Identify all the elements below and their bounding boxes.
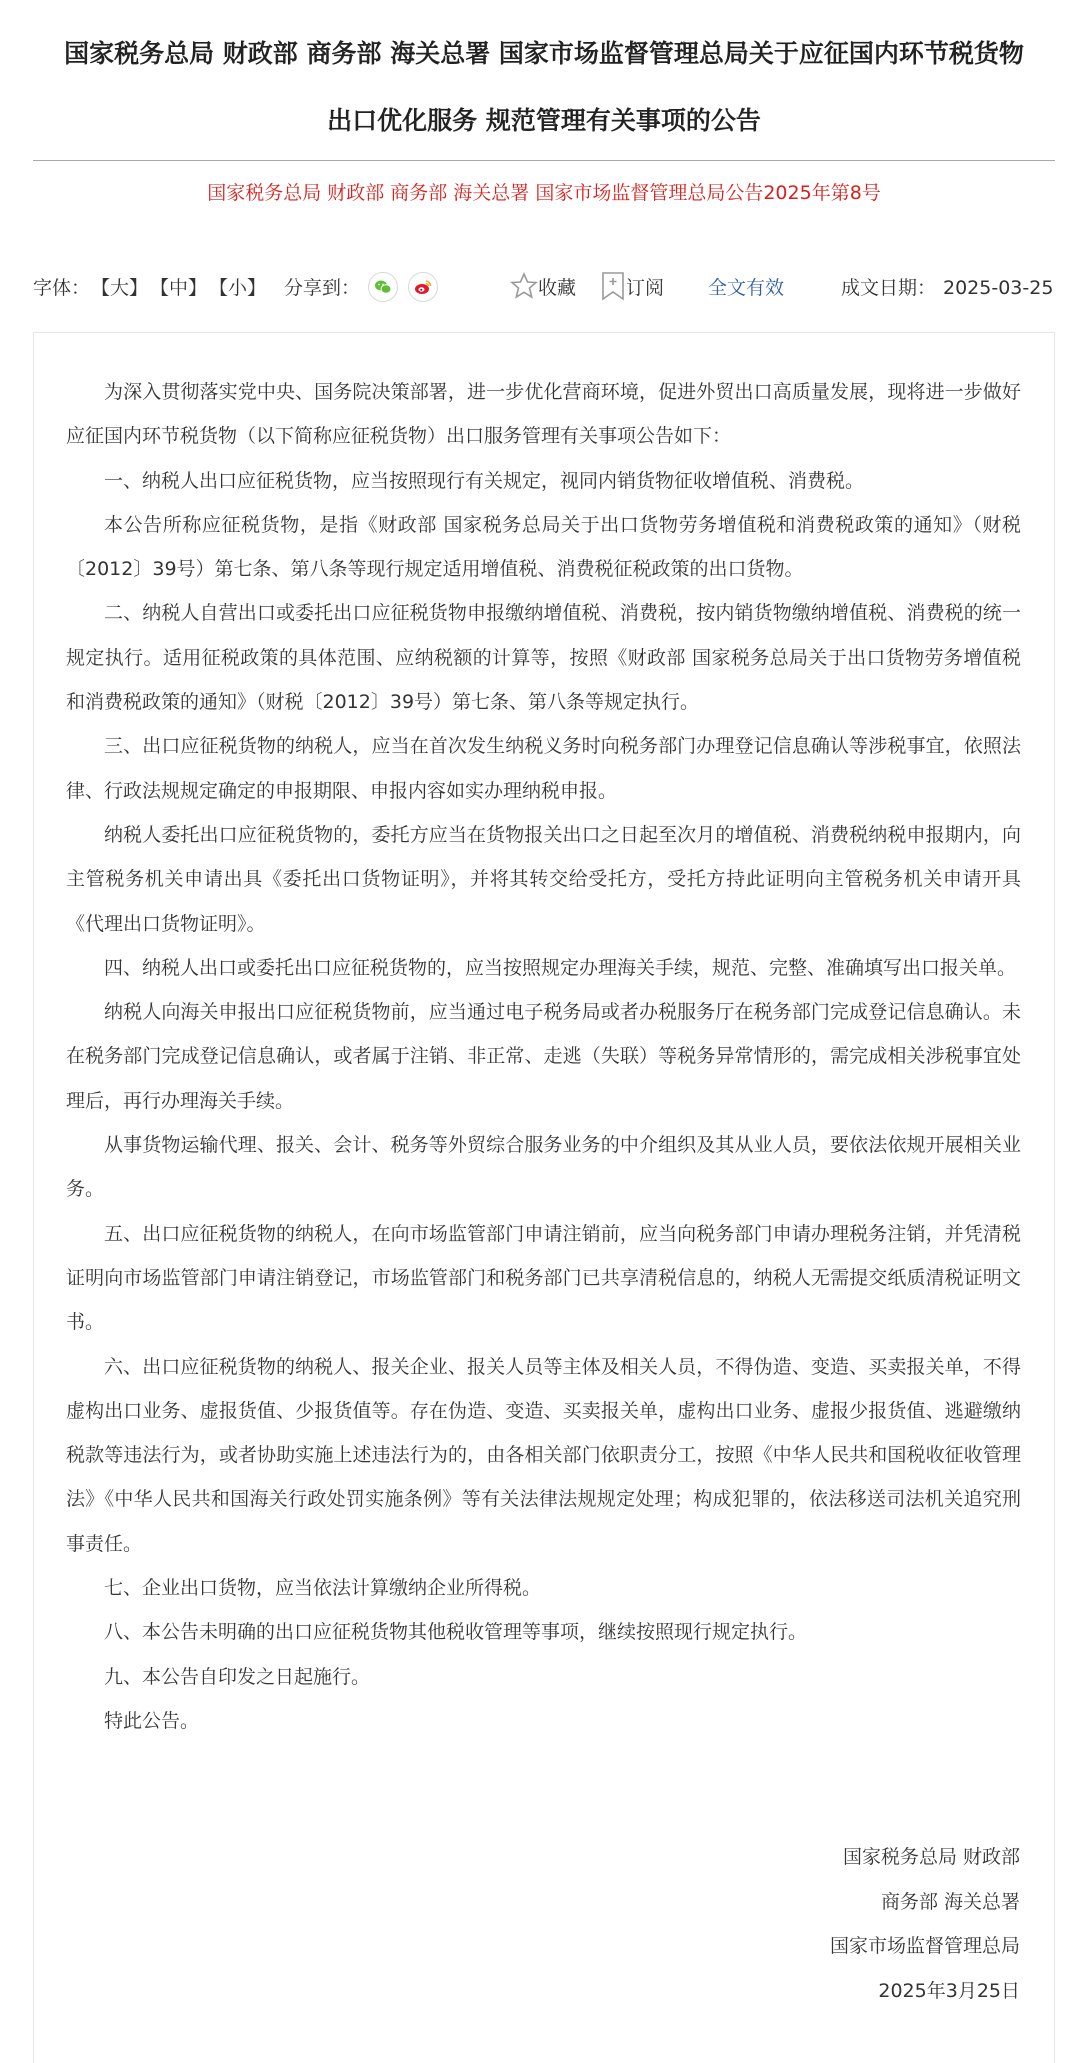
validity-status: 全文有效	[708, 277, 785, 299]
font-size-label: 字体：	[33, 277, 91, 299]
body-paragraph: 六、出口应征税货物的纳税人、报关企业、报关人员等主体及相关人员，不得伪造、变造、买卖报关单，不得虚构出口业务、虚报货值、少报货值等。存在伪造、变造、买卖报关单，虚构出口业务、虚报少报货值、逃避缴纳税款等违法行为，或者协助实施上述违法行为的，由各相关部门依职责分工，按照《中华人民共和国税收征收管理法》《中华人民共和国海关行政处罚实施条例》等有关法律法规规定处理；构成犯罪的，依法移送司法机关追究刑事责任。	[66, 1355, 1021, 1555]
title-line-1: 国家税务总局 财政部 商务部 海关总署 国家市场监督管理总局关于应征国内环节税货物	[64, 39, 1024, 68]
subscribe-button[interactable]	[600, 270, 664, 306]
signature-line-2: 商务部 海关总署	[880, 1890, 1020, 1913]
star-icon	[510, 272, 538, 300]
title-divider	[33, 160, 1055, 161]
body-paragraph: 纳税人委托出口应征税货物的，委托方应当在货物报关出口之日起至次月的增值税、消费税纳税申报期内，向主管税务机关申请出具《委托出口货物证明》，并将其转交给受托方，受托方持此证明向主管税务机关申请开具《代理出口货物证明》。	[66, 823, 1021, 935]
date-value: 2025-03-25	[943, 277, 1054, 299]
body-paragraph: 本公告所称应征税货物，是指《财政部 国家税务总局关于出口货物劳务增值税和消费税政策的通知》（财税〔2012〕39号）第七条、第八条等现行规定适用增值税、消费税征税政策的出口货物。	[66, 513, 1021, 581]
page-title	[33, 20, 1055, 154]
signature-date: 2025年3月25日	[878, 1979, 1020, 2002]
body-paragraph: 八、本公告未明确的出口应征税货物其他税收管理等事项，继续按照现行规定执行。	[104, 1621, 808, 1644]
body-paragraph: 七、企业出口货物，应当依法计算缴纳企业所得税。	[104, 1577, 542, 1600]
font-size-small-button[interactable]: 【小】	[209, 277, 267, 299]
share-weibo-button[interactable]	[408, 270, 438, 306]
article-toolbar	[33, 270, 1055, 306]
title-line-2: 出口优化服务 规范管理有关事项的公告	[327, 106, 761, 135]
share-wechat-button[interactable]	[368, 270, 398, 306]
signature-line-3: 国家市场监督管理总局	[829, 1935, 1020, 1957]
body-paragraph: 二、纳税人自营出口或委托出口应征税货物申报缴纳增值税、消费税，按内销货物缴纳增值税、消费税的统一规定执行。适用征税政策的具体范围、应纳税额的计算等，按照《财政部 国家税务总局关于出口货物劳务增值税和消费税政策的通知》（财税〔2012〕39号）第七条、第八条等规定执行。	[66, 602, 1021, 714]
signature-line-1: 国家税务总局 财政部	[842, 1846, 1020, 1868]
subscribe-label: 订阅	[626, 277, 665, 299]
weibo-icon	[408, 272, 438, 302]
body-paragraph: 五、出口应征税货物的纳税人，在向市场监管部门申请注销前，应当向税务部门申请办理税务注销，并凭清税证明向市场监管部门申请注销登记，市场监管部门和税务部门已共享清税信息的，纳税人无需提交纸质清税证明文书。	[66, 1222, 1021, 1334]
date-label: 成文日期：	[841, 277, 937, 299]
body-paragraph: 从事货物运输代理、报关、会计、税务等外贸综合服务业务的中介组织及其从业人员，要依法依规开展相关业务。	[66, 1134, 1021, 1201]
font-size-medium-button[interactable]: 【中】	[150, 277, 208, 299]
font-size-large-button[interactable]: 【大】	[91, 277, 149, 299]
favorite-button[interactable]	[510, 270, 576, 306]
bookmark-plus-icon	[600, 271, 626, 301]
body-paragraph: 九、本公告自印发之日起施行。	[104, 1665, 371, 1688]
body-paragraph: 特此公告。	[104, 1709, 200, 1732]
body-paragraph: 纳税人向海关申报出口应征税货物前，应当通过电子税务局或者办税服务厅在税务部门完成登记信息确认。未在税务部门完成登记信息确认，或者属于注销、非正常、走逃（失联）等税务异常情形的，需完成相关涉税事宜处理后，再行办理海关手续。	[66, 1001, 1021, 1112]
body-paragraph: 三、出口应征税货物的纳税人，应当在首次发生纳税义务时向税务部门办理登记信息确认等涉税事宜，依照法律、行政法规规定确定的申报期限、申报内容如实办理纳税申报。	[66, 735, 1021, 802]
body-paragraph: 一、纳税人出口应征税货物，应当按照现行有关规定，视同内销货物征收增值税、消费税。	[104, 469, 865, 492]
article-body	[66, 370, 1021, 1743]
favorite-label: 收藏	[538, 277, 577, 299]
document-number: 国家税务总局 财政部 商务部 海关总署 国家市场监督管理总局公告2025年第8号	[207, 182, 881, 204]
share-label: 分享到：	[284, 277, 361, 299]
wechat-icon	[368, 272, 398, 302]
body-paragraph: 四、纳税人出口或委托出口应征税货物的，应当按照规定办理海关手续，规范、完整、准确填写出口报关单。	[104, 956, 1017, 979]
body-paragraph: 为深入贯彻落实党中央、国务院决策部署，进一步优化营商环境，促进外贸出口高质量发展，现将进一步做好应征国内环节税货物（以下简称应征税货物）出口服务管理有关事项公告如下：	[66, 381, 1021, 448]
signature-block	[830, 1835, 1020, 2013]
